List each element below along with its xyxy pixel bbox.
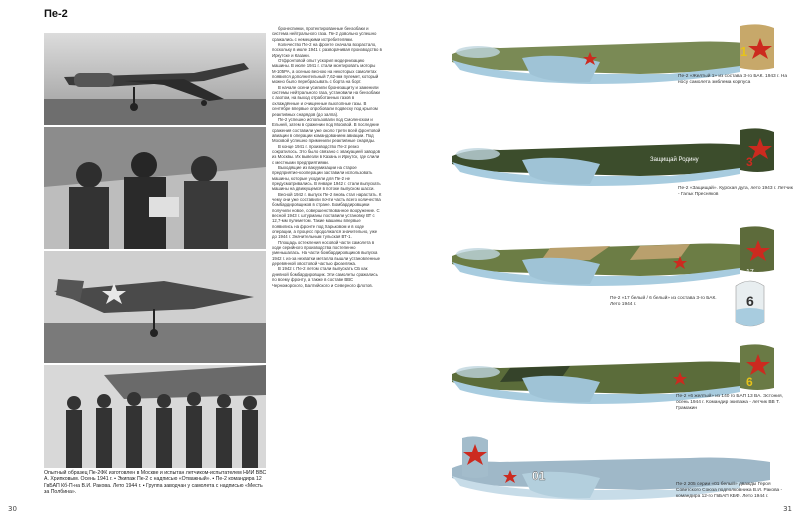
- aircraft-caption-3: Пе-2 «17 белый / 6 белый» из состава 3-го БАК. Лето 1944 г.: [610, 296, 717, 307]
- article-text: [272, 26, 382, 288]
- page-number-right: 31: [783, 505, 792, 513]
- plane2-number: 3: [746, 155, 753, 169]
- article-paragraph: В начале осени усилили бронезащиту и заменили системы нейтрального газа, установили на бензобаки с азотом, на выход отработанных газов в охлаждённые и очищенные выхлопные газы. В сентябре впервые опробовали подвеску под крылом реактивных снарядов (до залпа).: [272, 84, 380, 117]
- page-number-left: 30: [8, 505, 17, 513]
- article-paragraph: Пе-2 успешно использовали под Смоленском и Ельней, затем в сражении под Москвой. В последние сражения составили уже около трети всей фронтовой авиации в операции командованием авиации. Под Москвой успешно применили реактивные снаряды.: [272, 116, 381, 144]
- article-paragraph: Количество Пе-2 на фронте сначала возрастало, поскольку в июле 1941 г. разворачивая производство в Иркутске и Казани.: [272, 42, 382, 58]
- photo-workers-group: [44, 365, 266, 468]
- photo-rakov-plane: [44, 251, 266, 363]
- plane3-number: 17: [746, 269, 754, 276]
- photo-caption: Опытный образец Пе-2ФК изготовлен в Москве и испытан летчиком-испытателем НИИ ВВС А. Хрипковым. Осень 1941 г. ▪ Экипаж Пе-2 с надписью «Отважный». ▪ Пе-2 командира 12 ГвБАП Кб-П-на В.И. Ракова. Лето 1944 г. ▪ Группа заводчан у самолета с надписью «Месть за Полбина».: [44, 470, 267, 496]
- aircraft-caption-4: Пе-2 «6 желтый» из 140 го БАП 13 ВА. Эстония, осень 1944 г. Командир экипажа - летчик ВВ Т. Грамакин: [676, 394, 783, 411]
- aircraft-caption-1: Пе-2 «Желтый 1» из состава 3-го БАК. 1943 г. На носу самолета эмблема корпуса: [678, 74, 787, 85]
- photo-crew: [44, 127, 266, 249]
- plane4-number: 6: [746, 375, 753, 389]
- article-paragraph: Весной 1942 г. выпуск Пе-2 вновь стал нарастать. К чему они уже составили почти часть всего количества бомбардировщиков в стране. Бомбардировщики получили новое, совершенствованное вооружение. С весной 1943 г. штурманы поставили установку ВТ с 12,7-мм пулеметом. Такие машины впервые появились на фронте под Харьковом и в ходе операции, а процесс продолжался значительно, уже до 1944 г. Значительным тульская ВТ-1.: [272, 191, 382, 240]
- aircraft-caption-5: Пе-2 205 серии «01 белый» дважды Героя Советского Союза подполковника В.И. Ракова - командира 12-го ГвБАП КБФ. Лето 1944 г.: [676, 482, 783, 499]
- article-paragraph: Выходящие из вакуумизации на старое предприятие-кооперации заставили использовать машины, которые уходили для Пе-2 не предусматривались. В январе 1942 г. стали выпускать машины на движущемся в потоке выпуском шасси.: [272, 164, 381, 192]
- aircraft-profile-1: [440, 12, 790, 100]
- article-paragraph: бронеспинки, протектированные бензобаки и система нейтрального газа. Пе-2 довольно успешно сражались с немецкими истребителями.: [272, 26, 377, 42]
- plane2-slogan: Защищай Родину: [650, 157, 699, 163]
- article-paragraph: В 1942 г. Пе-2 летом стали выпускать СБ как дневной бомбардировщик. Эти самолеты сражались по всему фронту, а также в составе ВВС Черноморского, Балтийского и Северного флотов.: [272, 266, 378, 288]
- plane5-number: 01: [532, 469, 546, 483]
- page-title: Пе-2: [44, 8, 68, 20]
- article-paragraph: Отфронтовой опыт ускорил модернизацию машины. В июле 1941 г. стали монтировать моторы М-105РА, а осенью весною на некоторых самолетах появился дополнительный 7,62-мм пулемет, который можно было перебрасывать с борта на борт.: [272, 58, 379, 85]
- aircraft-caption-2: Пе-2 «Защищай». Курская дуга, лето 1943 г. Летчик - Гальк Пресняков: [678, 186, 793, 197]
- tail-detail: [730, 276, 770, 332]
- plane3-tail-number: 6: [746, 293, 754, 309]
- photo-prototype: [44, 33, 266, 125]
- plane1-number: 1: [740, 44, 748, 59]
- article-paragraph: В конце 1941 г. производство Пе-2 резко сократилось. Это было связано с эвакуацией заводов из Москвы. Их вывезли в Казань и Иркутск, где слили с местными предприятиями.: [272, 143, 381, 165]
- article-paragraph: Площадь остекления носовой части самолета в ходе серийного производства постепенно уменьшалась. На части бомбардировщиков выпуска 1942 г. из-за нехватки металла вышли установленные деревянной хвостовой частью фюзеляжа.: [272, 239, 380, 267]
